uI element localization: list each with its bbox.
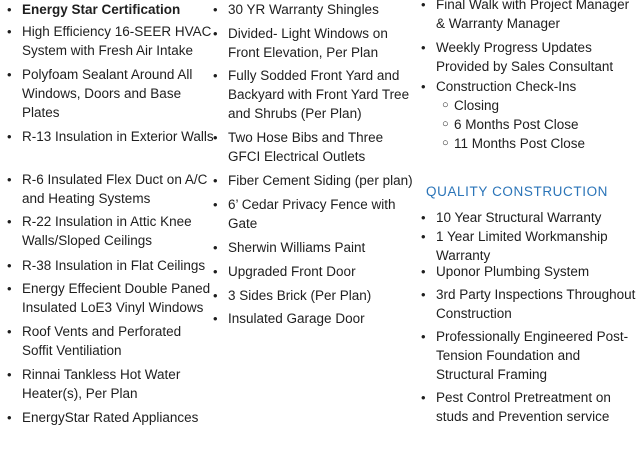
list-item (418, 77, 640, 96)
list-item (210, 286, 415, 305)
item-text: 6’ Cedar Privacy Fence with Gate (228, 197, 396, 231)
circle-bullet-icon: ○ (442, 137, 449, 149)
bullet-icon: • (7, 367, 12, 382)
list-item (4, 256, 214, 275)
bullet-icon: • (421, 390, 426, 405)
list-item (418, 227, 640, 265)
item-text: Fiber Cement Siding (per plan) (228, 173, 413, 188)
sub-list-item (442, 134, 640, 153)
bullet-icon: • (7, 2, 12, 17)
circle-bullet-icon: ○ (442, 118, 449, 130)
list-item (210, 171, 415, 190)
bullet-icon: • (7, 214, 12, 229)
bullet-icon: • (7, 281, 12, 296)
list-item (418, 38, 640, 76)
list-item (4, 0, 214, 19)
item-text: 3rd Party Inspections Throughout Construction (436, 287, 636, 321)
bullet-icon: • (213, 240, 218, 255)
item-text: 10 Year Structural Warranty (436, 210, 602, 225)
list-item (4, 127, 214, 146)
item-text: EnergyStar Rated Appliances (22, 410, 199, 425)
bullet-icon: • (421, 287, 426, 302)
item-text: Roof Vents and Perforated Soffit Ventiliation (22, 324, 182, 358)
item-text: 30 YR Warranty Shingles (228, 2, 379, 17)
item-text: Final Walk with Project Manager & Warranty Manager (436, 0, 630, 31)
item-text: Polyfoam Sealant Around All Windows, Doors and Base Plates (22, 67, 193, 120)
bullet-icon: • (7, 67, 12, 82)
item-text: Energy Effecient Double Paned Insulated LoE3 Vinyl Windows (22, 281, 211, 315)
bullet-icon: • (7, 172, 12, 187)
item-text: Weekly Progress Updates Provided by Sales Consultant (436, 40, 614, 74)
item-text: Pest Control Pretreatment on studs and Prevention service (436, 390, 611, 424)
bullet-icon: • (421, 0, 426, 12)
section-heading: QUALITY CONSTRUCTION (426, 184, 609, 199)
list-item (210, 309, 415, 328)
sub-item-text: Closing (454, 98, 500, 113)
sub-item-text: 11 Months Post Close (454, 136, 586, 151)
item-text: 3 Sides Brick (Per Plan) (228, 288, 372, 303)
bullet-icon: • (213, 130, 218, 145)
list-item (210, 238, 415, 257)
list-item (418, 285, 640, 323)
bullet-icon: • (421, 229, 426, 244)
list-item (210, 24, 415, 62)
item-text: R-13 Insulation in Exterior Walls (22, 129, 214, 144)
list-item (4, 65, 214, 122)
list-item (210, 128, 415, 166)
list-item (210, 0, 415, 19)
list-item (4, 279, 214, 317)
bullet-icon: • (7, 129, 12, 144)
list-item (210, 195, 415, 233)
bullet-icon: • (213, 311, 218, 326)
bullet-icon: • (7, 324, 12, 339)
item-text: Upgraded Front Door (228, 264, 356, 279)
list-item (418, 388, 640, 426)
bullet-icon: • (213, 264, 218, 279)
list-item (4, 212, 214, 250)
item-text: Rinnai Tankless Hot Water Heater(s), Per Plan (22, 367, 181, 401)
list-item (4, 170, 214, 208)
item-text: R-22 Insulation in Attic Knee Walls/Sloped Ceilings (22, 214, 192, 248)
list-item (4, 365, 214, 403)
item-text: Energy Star Certification (22, 2, 181, 17)
list-item (210, 66, 415, 123)
item-text: Construction Check-Ins (436, 79, 577, 94)
item-text: Sherwin Williams Paint (228, 240, 366, 255)
bullet-icon: • (421, 40, 426, 55)
bullet-icon: • (421, 210, 426, 225)
item-text: Uponor Plumbing System (436, 264, 590, 279)
item-text: R-6 Insulated Flex Duct on A/C and Heating Systems (22, 172, 208, 206)
item-text: Professionally Engineered Post-Tension Foundation and Structural Framing (436, 329, 629, 382)
circle-bullet-icon: ○ (442, 99, 449, 111)
item-text: Fully Sodded Front Yard and Backyard with Front Yard Tree and Shrubs (Per Plan) (228, 68, 410, 121)
item-text: High Efficiency 16-SEER HVAC System with Fresh Air Intake (22, 24, 212, 58)
list-item (4, 322, 214, 360)
bullet-icon: • (7, 24, 12, 39)
bullet-icon: • (7, 410, 12, 425)
list-item (210, 262, 415, 281)
list-item (418, 262, 640, 281)
item-text: R-38 Insulation in Flat Ceilings (22, 258, 206, 273)
bullet-icon: • (421, 79, 426, 94)
item-text: Insulated Garage Door (228, 311, 365, 326)
list-item (418, 327, 640, 384)
sub-list-item (442, 115, 640, 134)
list-item (4, 408, 214, 427)
bullet-icon: • (7, 258, 12, 273)
list-item (418, 0, 640, 33)
bullet-icon: • (213, 173, 218, 188)
bullet-icon: • (421, 264, 426, 279)
bullet-icon: • (213, 2, 218, 17)
list-item (4, 22, 214, 60)
bullet-icon: • (213, 26, 218, 41)
item-text: Two Hose Bibs and Three GFCI Electrical Outlets (228, 130, 384, 164)
sub-item-text: 6 Months Post Close (454, 117, 579, 132)
item-text: 1 Year Limited Workmanship Warranty (436, 229, 608, 263)
sub-list-item (442, 96, 640, 115)
bullet-icon: • (213, 197, 218, 212)
list-item (418, 208, 640, 227)
bullet-icon: • (213, 68, 218, 83)
bullet-icon: • (421, 329, 426, 344)
bullet-icon: • (213, 288, 218, 303)
item-text: Divided- Light Windows on Front Elevation, Per Plan (228, 26, 388, 60)
